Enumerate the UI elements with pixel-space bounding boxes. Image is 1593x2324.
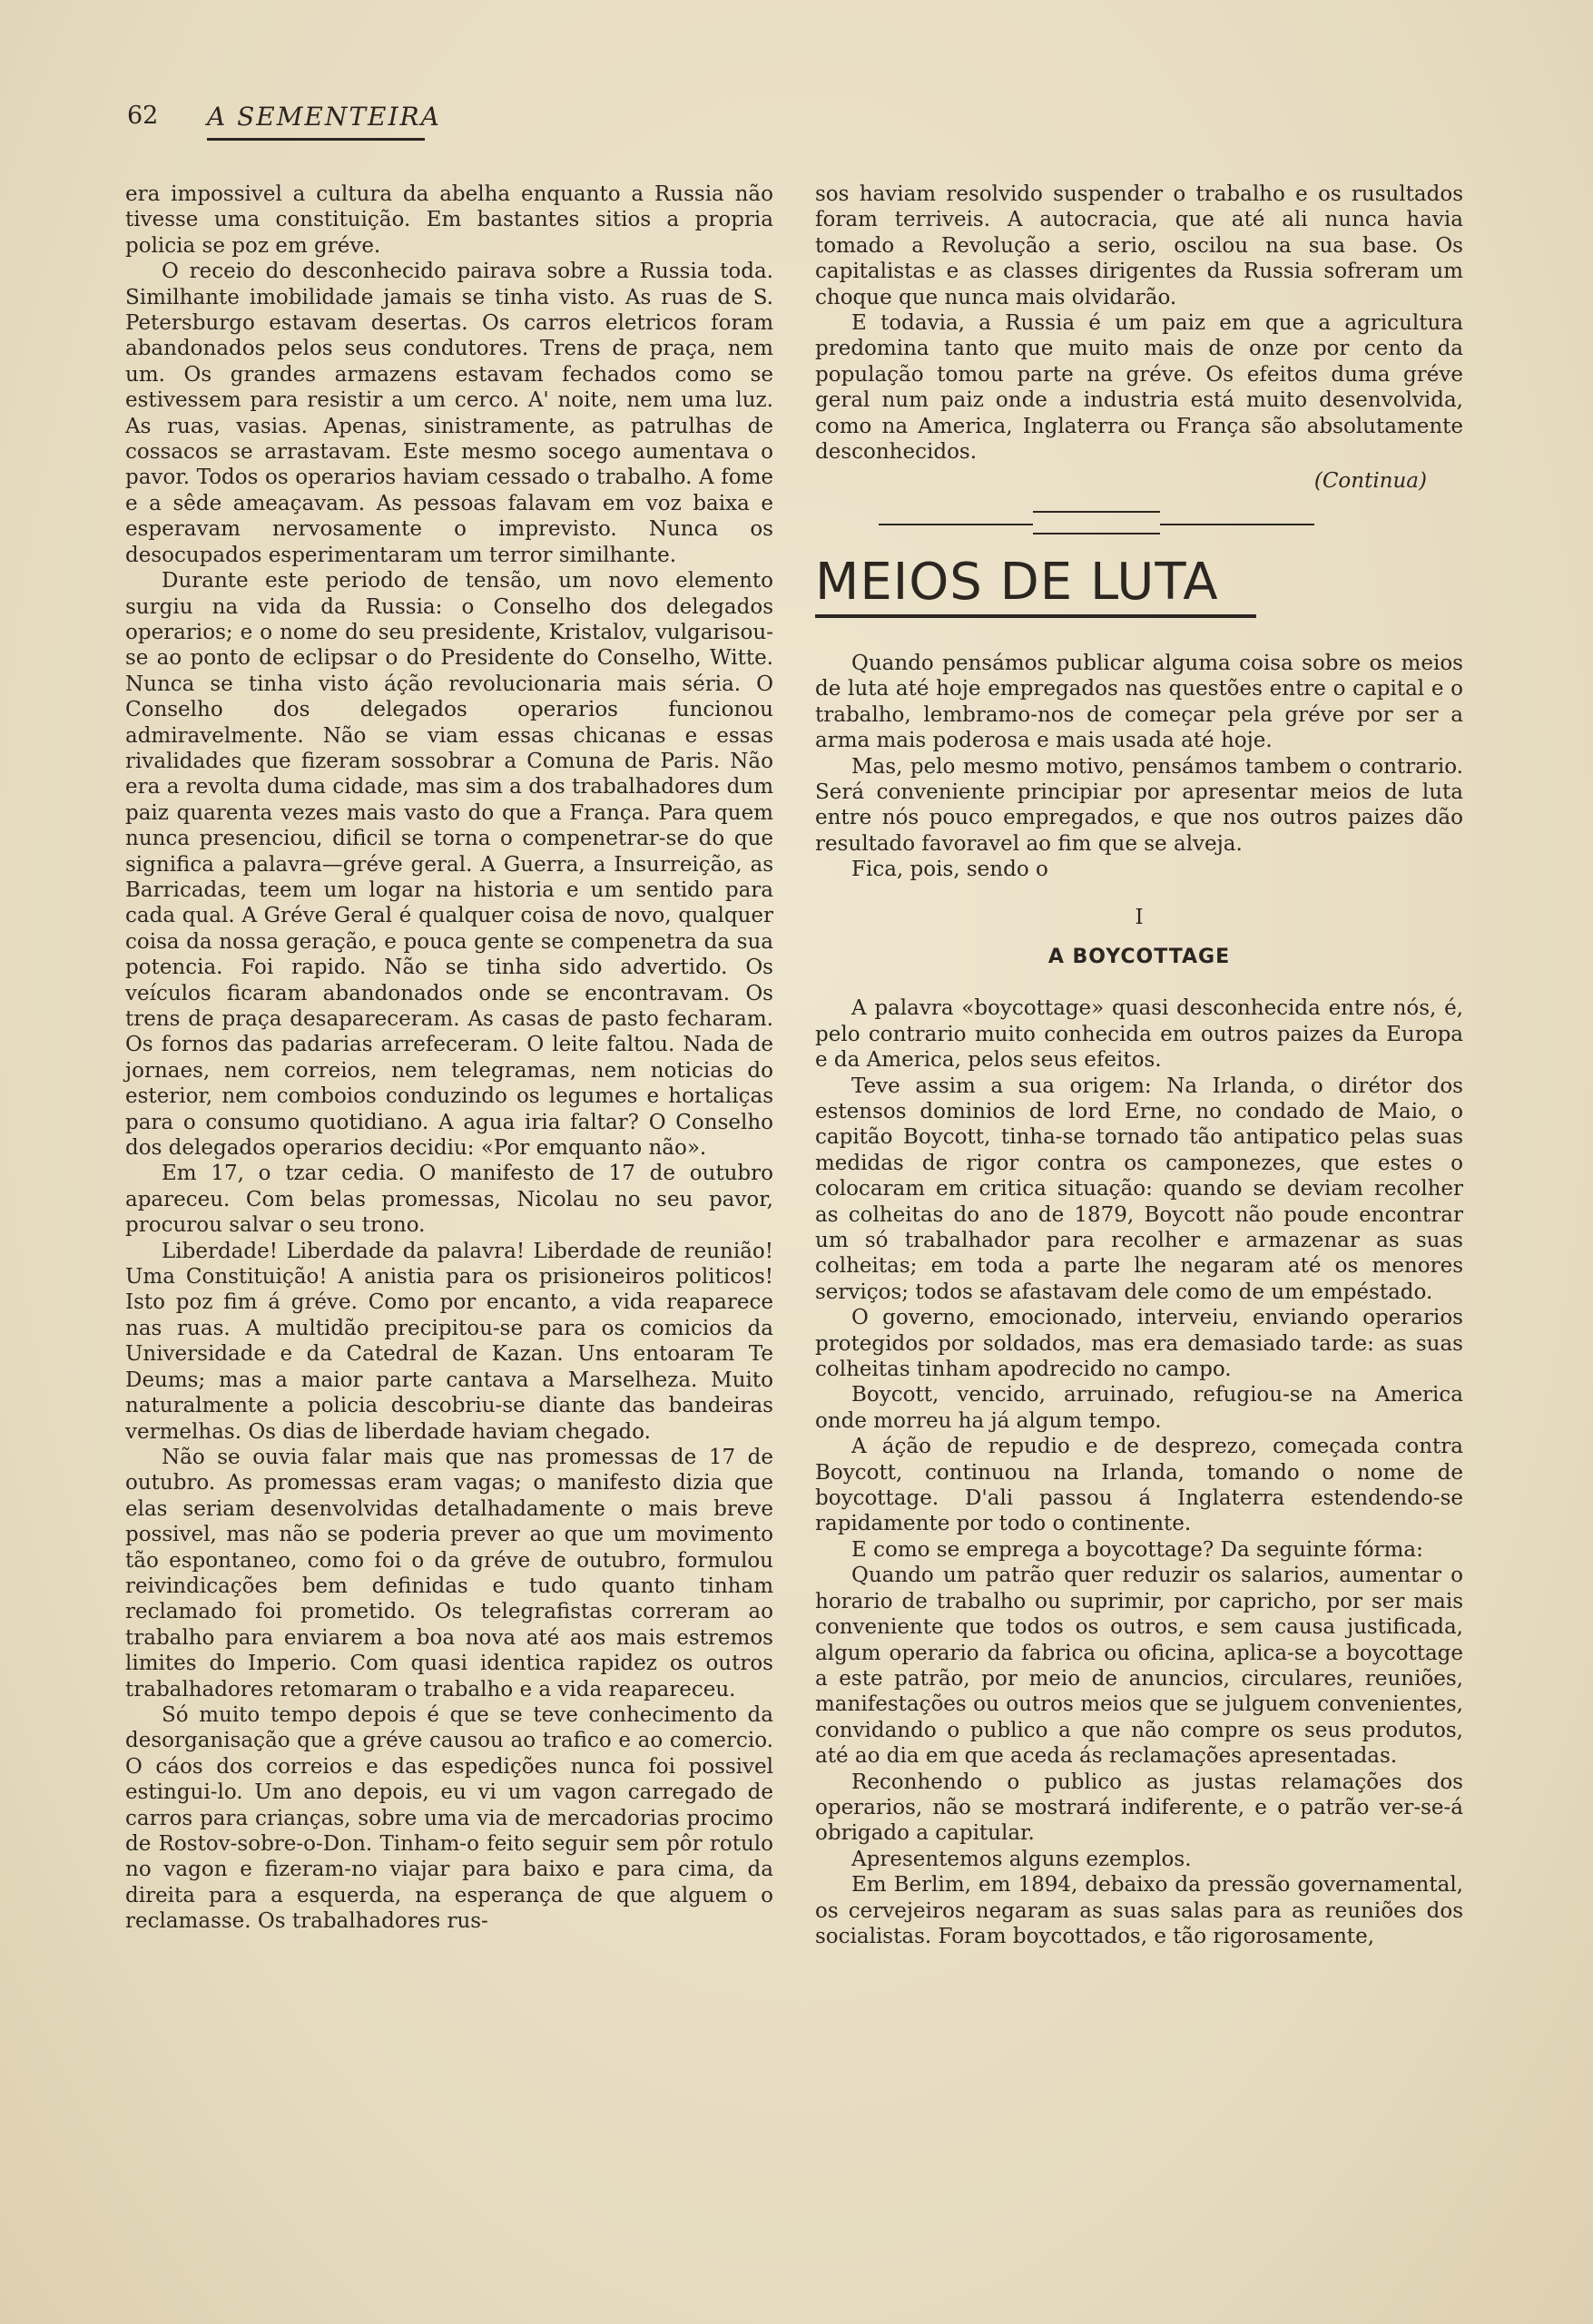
left-paragraph: Em 17, o tzar cedia. O manifesto de 17 de outubro apareceu. Com belas promessas, Nicolau no seu pavor, procurou salvar o seu trono.: [125, 1162, 773, 1238]
journal-title: A SEMENTEIRA: [207, 102, 441, 132]
section-title-underline: [815, 614, 1256, 618]
left-paragraph: Durante este periodo de tensão, um novo elemento surgiu na vida da Russia: o Conselho dos delegados operarios; e o nome do seu presidente, Kristalov, vulgarisou-se ao ponto de eclipsar o do Presidente do Conselho, Witte. Nunca se tinha visto áção revolucionaria mais séria. O Conselho dos delegados operarios funcionou admiravelmente. Não se viam essas chicanas e essas rivalidades que fizeram sossobrar a Comuna de Paris. Não era a revolta duma cidade, mas sim a dos trabalhadores dum paiz quarenta vezes mais vasto do que a França. Para quem nunca presenciou, dificil se torna o compenetrar-se do que significa a palavra—gréve geral. A Guerra, a Insurreição, as Barricadas, teem um logar na historia e um sentido para cada qual. A Gréve Geral é qualquer coisa de novo, qualquer coisa da nossa geração, e pouca gente se compenetra da sua potencia. Foi rapido. Não se tinha sido advertido. Os veículos ficaram abandonados onde se encontravam. Os trens de praça desapareceram. As casas de pasto fecharam. Os fornos das padarias arrefeceram. O leite faltou. Nada de jornaes, nem correios, nem telegramas, nem noticias do esterior, nem comboios conduzindo os legumes e hortaliças para o consumo quotidiano. A agua iria faltar? O Conselho dos delegados operarios decidiu: «Por emquanto não».: [125, 569, 773, 1161]
section-number: I: [1135, 905, 1144, 929]
right-paragraph: E todavia, a Russia é um paiz em que a agricultura predomina tanto que muito mais de onze por cento da população tomou parte na gréve. Os efeitos duma gréve geral num paiz onde a industria está muito desenvolvida, como na America, Inglaterra ou França são absolutamente desconhecidos.: [815, 311, 1463, 465]
intro-paragraph: Mas, pelo mesmo motivo, pensámos tambem o contrario. Será conveniente principiar por apresentar meios de luta entre nós pouco empregados, e que nos outros paizes dão resultado favoravel ao fim que se alveja.: [815, 754, 1463, 856]
left-paragraph: era impossivel a cultura da abelha enquanto a Russia não tivesse uma constituição. Em bastantes sitios a propria policia se poz em gréve.: [125, 182, 773, 258]
right-column: [815, 181, 1463, 1949]
right-paragraph: sos haviam resolvido suspender o trabalho e os rusultados foram terriveis. A autocracia, que até ali nunca havia tomado a Revolução a serio, oscilou na sua base. Os capitalistas e as classes dirigentes da Russia sofreram um choque que nunca mais olvidarão.: [815, 182, 1463, 309]
body-paragraph: Reconhendo o publico as justas relamações dos operarios, não se mostrará indiferente, e o patrão ver-se-á obrigado a capitular.: [815, 1770, 1463, 1846]
left-paragraph: Liberdade! Liberdade da palavra! Liberdade de reunião! Uma Constituição! A anistia para os prisioneiros politicos! Isto poz fim á gréve. Como por encanto, a vida reaparece nas ruas. A multidão precipitou-se para os comicios da Universidade e da Catedral de Kazan. Uns entoaram Te Deums; mas a maior parte cantava a Marselheza. Muito naturalmente a policia descobriu-se diante das bandeiras vermelhas. Os dias de liberdade haviam chegado.: [125, 1239, 773, 1444]
continued-note: (Continua): [1313, 469, 1427, 494]
body-paragraph: A palavra «boycottage» quasi desconhecida entre nós, é, pelo contrario muito conhecida em outros paizes da Europa e da America, pelos seus efeitos.: [815, 996, 1463, 1073]
body-paragraph: Teve assim a sua origem: Na Irlanda, o dirétor dos estensos dominios de lord Erne, no condado de Maio, o capitão Boycott, tinha-se tornado tão antipatico pelas suas medidas de rigor contra os camponezes, que estes o colocaram em critica situação: quando se deviam recolher as colheitas do ano de 1879, Boycott não poude encontrar um só trabalhador para recolher e armazenar as suas colheitas; em toda a parte lhe negaram até os menores serviços; todos se afastavam dele como de um empéstado.: [815, 1074, 1463, 1304]
body-paragraph: Quando um patrão quer reduzir os salarios, aumentar o horario de trabalho ou suprimir, por capricho, por ser mais conveniente que todos os outros, e sem causa justificada, algum operario da fabrica ou oficina, aplica-se a boycottage a este patrão, por meio de anuncios, circulares, reuniões, manifestações ou outros meios que se julguem convenientes, convidando o publico a que não compre os seus produtos, até ao dia em que aceda ás reclamações apresentadas.: [815, 1564, 1463, 1769]
section-divider: [815, 505, 1463, 545]
left-paragraph: Só muito tempo depois é que se teve conhecimento da desorganisação que a gréve causou ao trafico e ao comercio. O cáos dos correios e das espedições nunca foi possivel estingui-lo. Um ano depois, eu vi um vagon carregado de carros para crianças, sobre uma via de mercadorias procimo de Rostov-sobre-o-Don. Tinham-o feito seguir sem pôr rotulo no vagon e fizeram-no viajar para baixo e para cima, da direita para a esquerda, na esperança de que alguem o reclamasse. Os trabalhadores rus-: [125, 1702, 773, 1934]
header-underline: [207, 138, 425, 141]
page-number: 62: [127, 102, 159, 130]
body-paragraph: Apresentemos alguns ezemplos.: [851, 1847, 1192, 1871]
body-paragraph: A áção de repudio e de desprezo, começada contra Boycott, continuou na Irlanda, tomando o nome de boycottage. D'ali passou á Inglaterra estendendo-se rapidamente por todo o continente.: [815, 1435, 1463, 1536]
body-paragraph: Em Berlim, em 1894, debaixo da pressão governamental, os cervejeiros negaram as suas salas para as reuniões dos socialistas. Foram boycottados, e tão rigorosamente,: [815, 1873, 1463, 1948]
left-paragraph: Não se ouvia falar mais que nas promessas de 17 de outubro. As promessas eram vagas; o manifesto dizia que elas seriam desenvolvidas detalhadamente o mais breve possivel, mas não se poderia prever ao que um movimento tão espontaneo, como foi o da gréve de outubro, formulou reivindicações bem definidas e tudo quanto tinham reclamado foi prometido. Os telegrafistas correram ao trabalho para enviarem a boa nova até aos mais estremos limites do Imperio. Com quasi identica rapidez os outros trabalhadores retomaram o trabalho e a vida reapareceu.: [125, 1445, 773, 1701]
section-title: MEIOS DE LUTA: [815, 552, 1219, 612]
left-paragraph: O receio do desconhecido pairava sobre a Russia toda. Similhante imobilidade jamais se tinha visto. As ruas de S. Petersburgo estavam desertas. Os carros eletricos foram abandonados pelos seus condutores. Trens de praça, nem um. Os grandes armazens estavam fechados como se estivessem para resistir a um cerco. A' noite, nem uma luz. As ruas, vasias. Apenas, sinistramente, as patrulhas de cossacos se arrastavam. Este mesmo socego aumentava o pavor. Todos os operarios haviam cessado o trabalho. A fome e a sêde ameaçavam. As pessoas falavam em voz baixa e esperavam nervosamente o imprevisto. Nunca os desocupados esperimentaram um terror similhante.: [125, 260, 773, 567]
intro-paragraph: Fica, pois, sendo o: [851, 858, 1048, 882]
intro-paragraph: Quando pensámos publicar alguma coisa sobre os meios de luta até hoje empregados nas questões entre o capital e o trabalho, lembramo-nos de começar pela gréve por ser a arma mais poderosa e mais usada até hoje.: [815, 651, 1463, 753]
body-paragraph: O governo, emocionado, interveiu, enviando operarios protegidos por soldados, mas era demasiado tarde: as suas colheitas tinham apodrecido no campo.: [815, 1306, 1463, 1382]
body-paragraph: E como se emprega a boycottage? Da seguinte fórma:: [851, 1537, 1423, 1562]
body-paragraph: Boycott, vencido, arruinado, refugiou-se na America onde morreu ha já algum tempo.: [815, 1383, 1463, 1433]
subheading: A BOYCOTTAGE: [1047, 945, 1231, 968]
left-column: [125, 181, 773, 1935]
